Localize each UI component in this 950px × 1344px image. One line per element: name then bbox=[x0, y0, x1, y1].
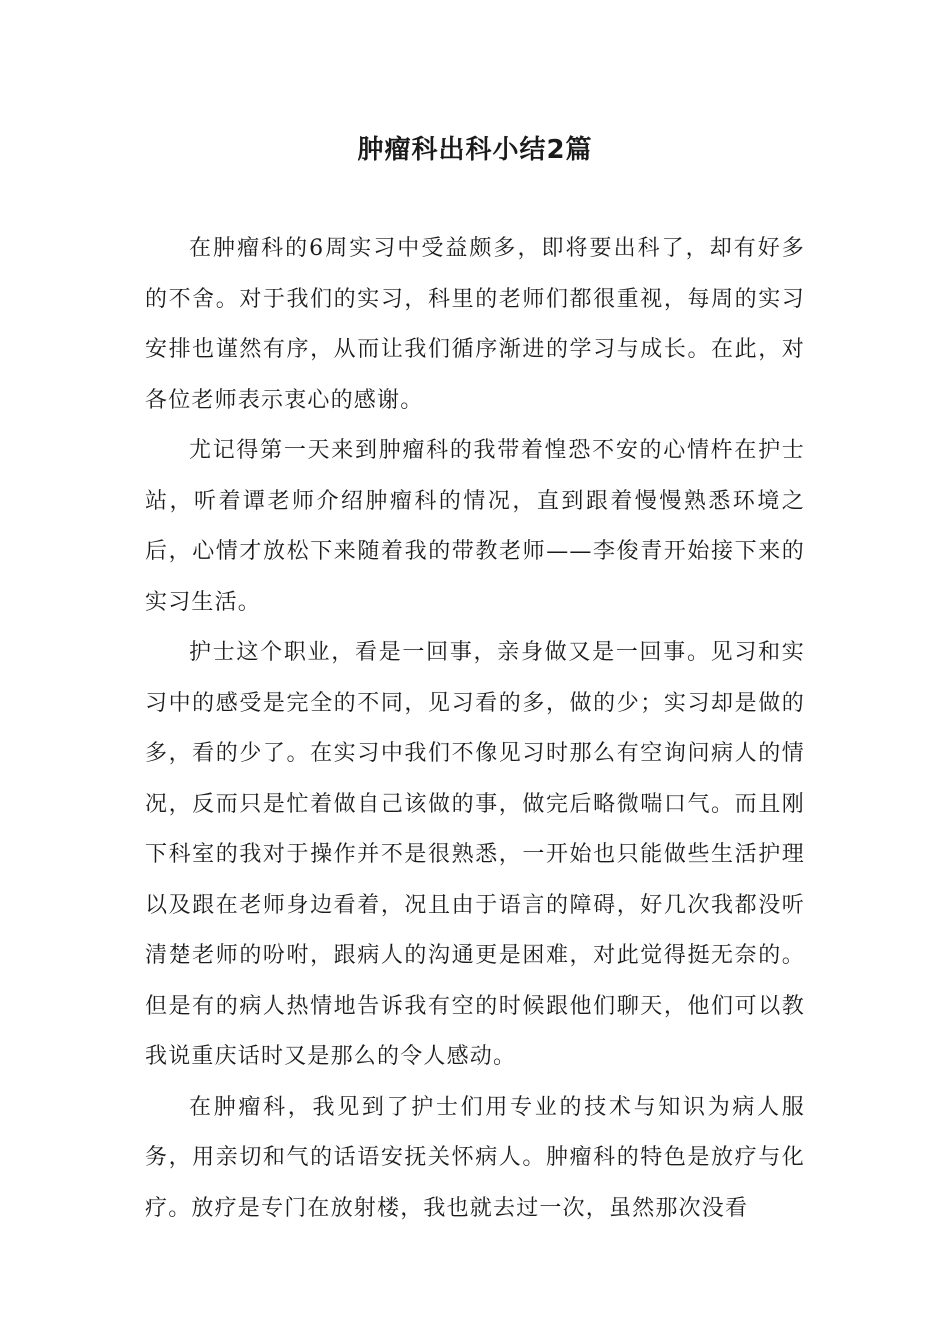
paragraph-1: 在肿瘤科的6周实习中受益颇多，即将要出科了，却有好多的不舍。对于我们的实习，科里的老师们都很重视，每周的实习安排也谨然有序，从而让我们循序渐进的学习与成长。在此，对各位老师表示衷心的感谢。 bbox=[145, 236, 805, 413]
document-title: 肿瘤科出科小结2篇 bbox=[357, 135, 593, 165]
paragraph-4: 在肿瘤科，我见到了护士们用专业的技术与知识为病人服务，用亲切和气的话语安抚关怀病人。肿瘤科的特色是放疗与化疗。放疗是专门在放射楼，我也就去过一次，虽然那次没看 bbox=[145, 1094, 805, 1221]
paragraph-3: 护士这个职业，看是一回事，亲身做又是一回事。见习和实习中的感受是完全的不同，见习看的多，做的少；实习却是做的多，看的少了。在实习中我们不像见习时那么有空询问病人的情况，反而只是忙着做自己该做的事，做完后略微喘口气。而且刚下科室的我对于操作并不是很熟悉，一开始也只能做些生活护理以及跟在老师身边看着，况且由于语言的障碍，好几次我都没听清楚老师的吩咐，跟病人的沟通更是困难，对此觉得挺无奈的。但是有的病人热情地告诉我有空的时候跟他们聊天，他们可以教我说重庆话时又是那么的令人感动。 bbox=[145, 640, 805, 1069]
document-body bbox=[145, 224, 805, 1234]
paragraph-2: 尤记得第一天来到肿瘤科的我带着惶恐不安的心情杵在护士站，听着谭老师介绍肿瘤科的情况，直到跟着慢慢熟悉环境之后，心情才放松下来随着我的带教老师——李俊青开始接下来的实习生活。 bbox=[145, 438, 805, 615]
